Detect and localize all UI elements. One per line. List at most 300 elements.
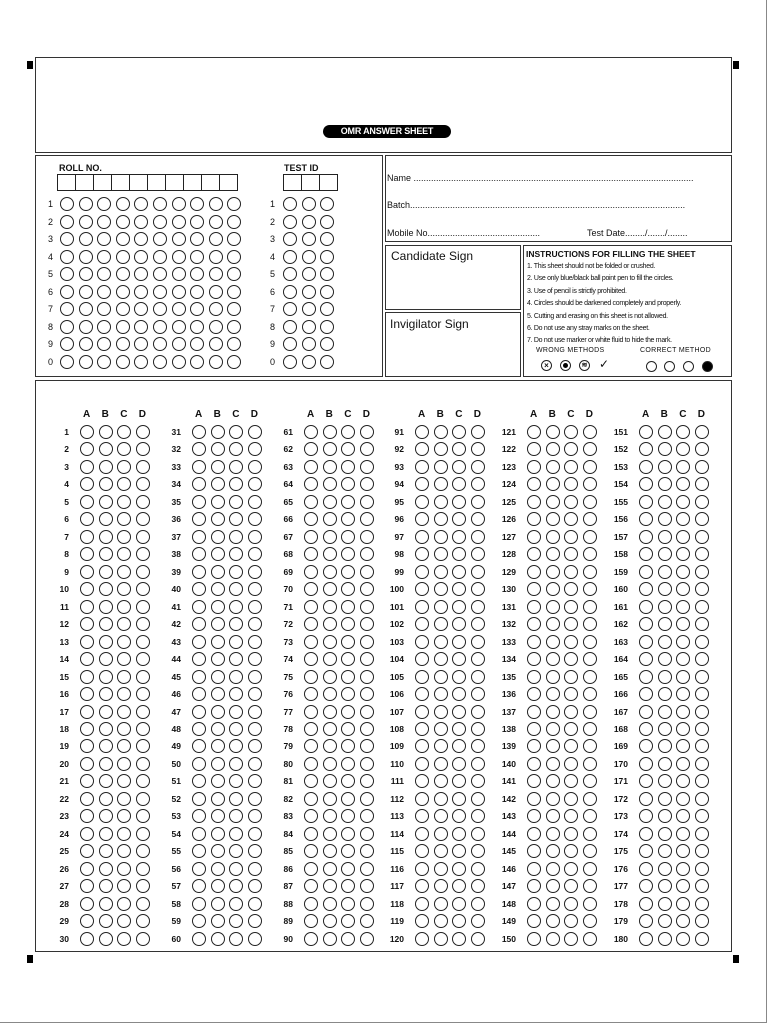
answer-bubble-b[interactable] [546, 635, 560, 649]
answer-bubble-b[interactable] [434, 739, 448, 753]
answer-bubble-b[interactable] [546, 425, 560, 439]
answer-bubble-b[interactable] [546, 600, 560, 614]
answer-bubble-d[interactable] [695, 687, 709, 701]
answer-bubble-b[interactable] [323, 477, 337, 491]
answer-bubble-d[interactable] [695, 600, 709, 614]
answer-bubble-a[interactable] [304, 757, 318, 771]
answer-bubble-a[interactable] [80, 687, 94, 701]
answer-bubble-c[interactable] [564, 897, 578, 911]
roll-bubble[interactable] [60, 355, 74, 369]
answer-bubble-b[interactable] [658, 530, 672, 544]
roll-bubble[interactable] [60, 215, 74, 229]
answer-bubble-b[interactable] [323, 442, 337, 456]
answer-bubble-d[interactable] [471, 757, 485, 771]
answer-bubble-c[interactable] [676, 705, 690, 719]
roll-digit-box[interactable] [75, 174, 94, 191]
answer-bubble-c[interactable] [676, 932, 690, 946]
answer-bubble-a[interactable] [304, 792, 318, 806]
answer-bubble-b[interactable] [99, 582, 113, 596]
answer-bubble-b[interactable] [546, 879, 560, 893]
answer-bubble-d[interactable] [248, 932, 262, 946]
answer-bubble-c[interactable] [452, 757, 466, 771]
answer-bubble-c[interactable] [452, 932, 466, 946]
answer-bubble-b[interactable] [658, 914, 672, 928]
answer-bubble-a[interactable] [192, 687, 206, 701]
roll-digit-box[interactable] [111, 174, 130, 191]
answer-bubble-a[interactable] [639, 687, 653, 701]
roll-bubble[interactable] [153, 250, 167, 264]
answer-bubble-b[interactable] [99, 705, 113, 719]
answer-bubble-b[interactable] [546, 687, 560, 701]
answer-bubble-b[interactable] [546, 809, 560, 823]
roll-bubble[interactable] [134, 215, 148, 229]
answer-bubble-c[interactable] [229, 705, 243, 719]
answer-bubble-d[interactable] [248, 914, 262, 928]
answer-bubble-c[interactable] [676, 530, 690, 544]
answer-bubble-c[interactable] [676, 827, 690, 841]
answer-bubble-a[interactable] [80, 600, 94, 614]
roll-bubble[interactable] [172, 355, 186, 369]
answer-bubble-b[interactable] [658, 652, 672, 666]
answer-bubble-d[interactable] [583, 652, 597, 666]
answer-bubble-b[interactable] [434, 547, 448, 561]
answer-bubble-d[interactable] [136, 582, 150, 596]
answer-bubble-d[interactable] [583, 897, 597, 911]
answer-bubble-d[interactable] [136, 792, 150, 806]
answer-bubble-b[interactable] [434, 687, 448, 701]
answer-bubble-b[interactable] [99, 547, 113, 561]
answer-bubble-d[interactable] [695, 530, 709, 544]
roll-bubble[interactable] [60, 232, 74, 246]
answer-bubble-a[interactable] [192, 722, 206, 736]
answer-bubble-b[interactable] [211, 809, 225, 823]
answer-bubble-c[interactable] [117, 792, 131, 806]
test-id-bubble[interactable] [302, 250, 316, 264]
answer-bubble-a[interactable] [80, 652, 94, 666]
answer-bubble-c[interactable] [229, 757, 243, 771]
answer-bubble-a[interactable] [639, 722, 653, 736]
answer-bubble-c[interactable] [341, 932, 355, 946]
answer-bubble-d[interactable] [695, 582, 709, 596]
answer-bubble-b[interactable] [211, 530, 225, 544]
answer-bubble-a[interactable] [192, 652, 206, 666]
answer-bubble-d[interactable] [248, 600, 262, 614]
answer-bubble-b[interactable] [211, 932, 225, 946]
answer-bubble-b[interactable] [211, 879, 225, 893]
answer-bubble-a[interactable] [304, 670, 318, 684]
answer-bubble-d[interactable] [695, 879, 709, 893]
answer-bubble-b[interactable] [211, 774, 225, 788]
answer-bubble-c[interactable] [676, 635, 690, 649]
answer-bubble-d[interactable] [583, 879, 597, 893]
roll-bubble[interactable] [60, 250, 74, 264]
answer-bubble-d[interactable] [695, 565, 709, 579]
answer-bubble-c[interactable] [117, 932, 131, 946]
roll-bubble[interactable] [190, 320, 204, 334]
answer-bubble-a[interactable] [415, 757, 429, 771]
answer-bubble-a[interactable] [415, 705, 429, 719]
answer-bubble-b[interactable] [658, 687, 672, 701]
answer-bubble-d[interactable] [360, 617, 374, 631]
answer-bubble-b[interactable] [99, 739, 113, 753]
answer-bubble-b[interactable] [658, 844, 672, 858]
test-id-bubble[interactable] [302, 320, 316, 334]
answer-bubble-a[interactable] [192, 670, 206, 684]
answer-bubble-d[interactable] [360, 425, 374, 439]
roll-bubble[interactable] [116, 215, 130, 229]
answer-bubble-b[interactable] [323, 670, 337, 684]
answer-bubble-b[interactable] [434, 809, 448, 823]
answer-bubble-a[interactable] [80, 565, 94, 579]
answer-bubble-d[interactable] [360, 582, 374, 596]
answer-bubble-b[interactable] [211, 862, 225, 876]
answer-bubble-d[interactable] [360, 932, 374, 946]
answer-bubble-a[interactable] [527, 425, 541, 439]
test-id-bubble[interactable] [283, 267, 297, 281]
answer-bubble-a[interactable] [527, 565, 541, 579]
roll-bubble[interactable] [172, 302, 186, 316]
answer-bubble-b[interactable] [323, 774, 337, 788]
answer-bubble-c[interactable] [117, 705, 131, 719]
test-id-digit-box[interactable] [319, 174, 338, 191]
roll-bubble[interactable] [116, 250, 130, 264]
answer-bubble-c[interactable] [341, 862, 355, 876]
answer-bubble-b[interactable] [658, 442, 672, 456]
answer-bubble-d[interactable] [136, 844, 150, 858]
answer-bubble-a[interactable] [304, 495, 318, 509]
answer-bubble-d[interactable] [136, 425, 150, 439]
test-id-bubble[interactable] [283, 232, 297, 246]
answer-bubble-b[interactable] [546, 477, 560, 491]
roll-bubble[interactable] [97, 285, 111, 299]
answer-bubble-b[interactable] [211, 425, 225, 439]
answer-bubble-c[interactable] [452, 530, 466, 544]
answer-bubble-b[interactable] [99, 617, 113, 631]
answer-bubble-a[interactable] [639, 792, 653, 806]
roll-bubble[interactable] [172, 337, 186, 351]
answer-bubble-d[interactable] [136, 635, 150, 649]
answer-bubble-d[interactable] [248, 705, 262, 719]
answer-bubble-c[interactable] [564, 565, 578, 579]
answer-bubble-d[interactable] [695, 827, 709, 841]
answer-bubble-d[interactable] [583, 460, 597, 474]
answer-bubble-c[interactable] [117, 827, 131, 841]
answer-bubble-d[interactable] [360, 827, 374, 841]
answer-bubble-a[interactable] [304, 862, 318, 876]
roll-bubble[interactable] [209, 355, 223, 369]
mobile-field[interactable]: Mobile No............................................. [387, 228, 541, 238]
roll-bubble[interactable] [79, 285, 93, 299]
roll-digit-box[interactable] [201, 174, 220, 191]
answer-bubble-b[interactable] [434, 565, 448, 579]
answer-bubble-d[interactable] [136, 827, 150, 841]
answer-bubble-b[interactable] [546, 670, 560, 684]
roll-bubble[interactable] [209, 197, 223, 211]
answer-bubble-d[interactable] [248, 827, 262, 841]
answer-bubble-d[interactable] [248, 530, 262, 544]
answer-bubble-d[interactable] [248, 897, 262, 911]
answer-bubble-a[interactable] [639, 425, 653, 439]
roll-bubble[interactable] [153, 215, 167, 229]
roll-bubble[interactable] [153, 232, 167, 246]
answer-bubble-c[interactable] [676, 792, 690, 806]
roll-bubble[interactable] [60, 267, 74, 281]
roll-bubble[interactable] [172, 250, 186, 264]
roll-bubble[interactable] [79, 232, 93, 246]
answer-bubble-b[interactable] [658, 617, 672, 631]
answer-bubble-d[interactable] [583, 582, 597, 596]
answer-bubble-c[interactable] [341, 792, 355, 806]
answer-bubble-c[interactable] [229, 792, 243, 806]
answer-bubble-c[interactable] [341, 827, 355, 841]
answer-bubble-b[interactable] [546, 460, 560, 474]
answer-bubble-a[interactable] [304, 827, 318, 841]
answer-bubble-b[interactable] [546, 897, 560, 911]
answer-bubble-b[interactable] [211, 442, 225, 456]
answer-bubble-d[interactable] [695, 705, 709, 719]
answer-bubble-a[interactable] [80, 897, 94, 911]
answer-bubble-b[interactable] [546, 844, 560, 858]
answer-bubble-d[interactable] [136, 565, 150, 579]
answer-bubble-b[interactable] [99, 792, 113, 806]
roll-bubble[interactable] [116, 267, 130, 281]
answer-bubble-d[interactable] [248, 425, 262, 439]
answer-bubble-d[interactable] [136, 652, 150, 666]
answer-bubble-d[interactable] [583, 670, 597, 684]
roll-bubble[interactable] [172, 197, 186, 211]
roll-bubble[interactable] [79, 267, 93, 281]
answer-bubble-d[interactable] [136, 547, 150, 561]
roll-bubble[interactable] [60, 302, 74, 316]
answer-bubble-b[interactable] [658, 774, 672, 788]
roll-bubble[interactable] [116, 197, 130, 211]
answer-bubble-d[interactable] [136, 705, 150, 719]
answer-bubble-c[interactable] [117, 600, 131, 614]
roll-bubble[interactable] [209, 285, 223, 299]
roll-bubble[interactable] [134, 250, 148, 264]
answer-bubble-b[interactable] [211, 582, 225, 596]
answer-bubble-b[interactable] [211, 635, 225, 649]
answer-bubble-a[interactable] [639, 460, 653, 474]
answer-bubble-d[interactable] [136, 617, 150, 631]
answer-bubble-c[interactable] [117, 757, 131, 771]
test-id-bubble[interactable] [302, 215, 316, 229]
answer-bubble-b[interactable] [434, 862, 448, 876]
answer-bubble-c[interactable] [341, 530, 355, 544]
answer-bubble-b[interactable] [658, 827, 672, 841]
roll-bubble[interactable] [209, 320, 223, 334]
answer-bubble-b[interactable] [323, 687, 337, 701]
answer-bubble-c[interactable] [229, 827, 243, 841]
answer-bubble-a[interactable] [527, 705, 541, 719]
answer-bubble-d[interactable] [136, 914, 150, 928]
answer-bubble-b[interactable] [323, 809, 337, 823]
answer-bubble-b[interactable] [323, 932, 337, 946]
answer-bubble-d[interactable] [360, 600, 374, 614]
answer-bubble-b[interactable] [658, 582, 672, 596]
answer-bubble-d[interactable] [583, 705, 597, 719]
answer-bubble-c[interactable] [564, 530, 578, 544]
answer-bubble-b[interactable] [323, 862, 337, 876]
answer-bubble-a[interactable] [192, 495, 206, 509]
answer-bubble-b[interactable] [434, 705, 448, 719]
answer-bubble-a[interactable] [192, 827, 206, 841]
answer-bubble-a[interactable] [415, 792, 429, 806]
answer-bubble-d[interactable] [360, 530, 374, 544]
answer-bubble-b[interactable] [434, 914, 448, 928]
test-id-bubble[interactable] [302, 285, 316, 299]
answer-bubble-a[interactable] [192, 460, 206, 474]
test-id-bubble[interactable] [302, 232, 316, 246]
answer-bubble-d[interactable] [360, 879, 374, 893]
answer-bubble-b[interactable] [211, 844, 225, 858]
answer-bubble-b[interactable] [211, 722, 225, 736]
roll-no-boxes[interactable] [57, 174, 237, 191]
answer-bubble-b[interactable] [658, 477, 672, 491]
roll-bubble[interactable] [153, 197, 167, 211]
answer-bubble-b[interactable] [658, 757, 672, 771]
roll-bubble[interactable] [190, 250, 204, 264]
answer-bubble-c[interactable] [117, 530, 131, 544]
answer-bubble-b[interactable] [323, 495, 337, 509]
answer-bubble-b[interactable] [546, 582, 560, 596]
answer-bubble-d[interactable] [248, 617, 262, 631]
answer-bubble-a[interactable] [415, 827, 429, 841]
answer-bubble-b[interactable] [434, 512, 448, 526]
roll-bubble[interactable] [227, 285, 241, 299]
answer-bubble-d[interactable] [248, 495, 262, 509]
answer-bubble-b[interactable] [658, 932, 672, 946]
roll-bubble[interactable] [60, 197, 74, 211]
roll-bubble[interactable] [116, 337, 130, 351]
answer-bubble-c[interactable] [452, 897, 466, 911]
answer-bubble-c[interactable] [676, 897, 690, 911]
answer-bubble-a[interactable] [415, 460, 429, 474]
roll-bubble[interactable] [153, 320, 167, 334]
roll-bubble[interactable] [79, 355, 93, 369]
answer-bubble-b[interactable] [658, 705, 672, 719]
answer-bubble-a[interactable] [527, 600, 541, 614]
answer-bubble-d[interactable] [248, 792, 262, 806]
answer-bubble-d[interactable] [471, 844, 485, 858]
answer-bubble-b[interactable] [99, 862, 113, 876]
answer-bubble-a[interactable] [639, 705, 653, 719]
answer-bubble-a[interactable] [304, 897, 318, 911]
answer-bubble-b[interactable] [211, 739, 225, 753]
answer-bubble-b[interactable] [99, 914, 113, 928]
answer-bubble-b[interactable] [546, 530, 560, 544]
answer-bubble-a[interactable] [304, 705, 318, 719]
answer-bubble-a[interactable] [192, 897, 206, 911]
test-id-bubble[interactable] [302, 337, 316, 351]
answer-bubble-d[interactable] [471, 827, 485, 841]
answer-bubble-b[interactable] [99, 844, 113, 858]
answer-bubble-a[interactable] [80, 932, 94, 946]
answer-bubble-a[interactable] [80, 792, 94, 806]
answer-bubble-b[interactable] [323, 879, 337, 893]
answer-bubble-d[interactable] [248, 844, 262, 858]
answer-bubble-a[interactable] [192, 757, 206, 771]
answer-bubble-b[interactable] [546, 792, 560, 806]
roll-bubble[interactable] [172, 232, 186, 246]
test-id-bubble[interactable] [320, 285, 334, 299]
roll-bubble[interactable] [190, 355, 204, 369]
answer-bubble-c[interactable] [564, 635, 578, 649]
answer-bubble-c[interactable] [452, 565, 466, 579]
roll-bubble[interactable] [116, 320, 130, 334]
answer-bubble-c[interactable] [564, 862, 578, 876]
answer-bubble-a[interactable] [415, 687, 429, 701]
roll-bubble[interactable] [209, 337, 223, 351]
answer-bubble-b[interactable] [323, 652, 337, 666]
answer-bubble-d[interactable] [248, 722, 262, 736]
answer-bubble-d[interactable] [583, 530, 597, 544]
answer-bubble-d[interactable] [136, 670, 150, 684]
answer-bubble-b[interactable] [658, 862, 672, 876]
answer-bubble-b[interactable] [211, 670, 225, 684]
roll-bubble[interactable] [172, 267, 186, 281]
answer-bubble-b[interactable] [658, 600, 672, 614]
answer-bubble-d[interactable] [471, 914, 485, 928]
answer-bubble-c[interactable] [452, 600, 466, 614]
answer-bubble-a[interactable] [192, 600, 206, 614]
answer-bubble-a[interactable] [415, 670, 429, 684]
answer-bubble-b[interactable] [658, 809, 672, 823]
answer-bubble-d[interactable] [136, 879, 150, 893]
answer-bubble-b[interactable] [211, 757, 225, 771]
answer-bubble-b[interactable] [434, 617, 448, 631]
roll-bubble[interactable] [79, 250, 93, 264]
answer-bubble-b[interactable] [99, 652, 113, 666]
answer-bubble-d[interactable] [695, 844, 709, 858]
answer-bubble-b[interactable] [546, 512, 560, 526]
answer-bubble-b[interactable] [99, 425, 113, 439]
answer-bubble-d[interactable] [360, 757, 374, 771]
answer-bubble-d[interactable] [136, 687, 150, 701]
answer-bubble-d[interactable] [583, 495, 597, 509]
roll-bubble[interactable] [153, 285, 167, 299]
answer-bubble-d[interactable] [471, 460, 485, 474]
answer-bubble-d[interactable] [136, 757, 150, 771]
answer-bubble-d[interactable] [695, 495, 709, 509]
test-id-bubble[interactable] [320, 250, 334, 264]
answer-bubble-b[interactable] [658, 495, 672, 509]
test-id-digit-box[interactable] [283, 174, 302, 191]
answer-bubble-d[interactable] [471, 425, 485, 439]
answer-bubble-d[interactable] [248, 582, 262, 596]
answer-bubble-b[interactable] [546, 652, 560, 666]
answer-bubble-b[interactable] [434, 530, 448, 544]
answer-bubble-d[interactable] [695, 722, 709, 736]
answer-bubble-b[interactable] [434, 844, 448, 858]
test-id-bubble[interactable] [283, 197, 297, 211]
answer-bubble-d[interactable] [248, 635, 262, 649]
test-id-bubble[interactable] [302, 302, 316, 316]
answer-bubble-d[interactable] [695, 897, 709, 911]
answer-bubble-d[interactable] [136, 495, 150, 509]
answer-bubble-d[interactable] [695, 932, 709, 946]
answer-bubble-d[interactable] [471, 582, 485, 596]
answer-bubble-d[interactable] [360, 687, 374, 701]
answer-bubble-d[interactable] [136, 530, 150, 544]
roll-bubble[interactable] [97, 320, 111, 334]
answer-bubble-b[interactable] [99, 635, 113, 649]
roll-bubble[interactable] [209, 232, 223, 246]
answer-bubble-c[interactable] [452, 705, 466, 719]
roll-bubble[interactable] [227, 320, 241, 334]
answer-bubble-d[interactable] [695, 460, 709, 474]
answer-bubble-d[interactable] [360, 862, 374, 876]
